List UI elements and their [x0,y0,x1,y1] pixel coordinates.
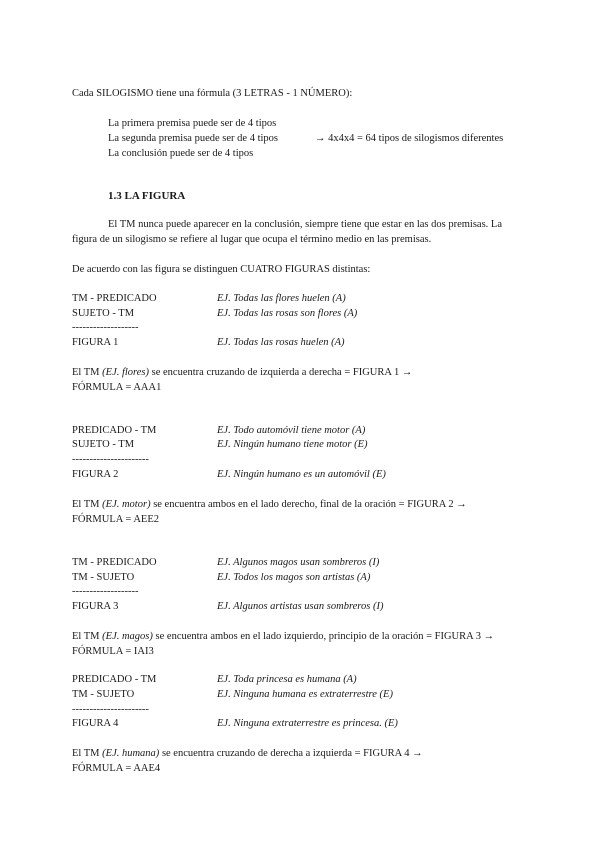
figure-2-conclusion-example: EJ. Ningún humano es un automóvil (E) [217,469,386,480]
figure-2-expl-post: se encuentra ambos en el lado derecho, final de la oración = FIGURA 2 → [150,499,467,510]
figure-4-divider: ---------------------- [72,704,149,715]
figure-3-explanation [72,630,494,644]
figure-2-row2-example: EJ. Ningún humano tiene motor (E) [217,439,368,450]
figure-3-formula: FÓRMULA = IAI3 [72,646,154,657]
figure-2-row1-example: EJ. Todo automóvil tiene motor (A) [217,425,366,436]
figure-2-expl-term: (EJ. motor) [102,499,151,510]
figure-2-row2-label: SUJETO - TM [72,439,135,450]
figure-3-conclusion-example: EJ. Algunos artistas usan sombreros (I) [217,601,384,612]
figure-1-expl-pre: El TM [72,367,103,378]
figure-4-name: FIGURA 4 [72,718,119,729]
figure-3-row1-label: TM - PREDICADO [72,557,157,568]
figure-2-formula: FÓRMULA = AEE2 [72,514,160,525]
figure-1-name: FIGURA 1 [72,337,119,348]
figure-4-conclusion-example: EJ. Ninguna extraterrestre es princesa. (E) [217,718,398,729]
figure-3-row2-label: TM - SUJETO [72,572,135,583]
figure-4-explanation [72,747,423,761]
figure-4-expl-term: (EJ. humana) [102,748,160,759]
premises-total-note: → 4x4x4 = 64 tipos de silogismos diferentes [315,133,504,144]
figure-4-expl-pre: El TM [72,748,103,759]
figure-2-name: FIGURA 2 [72,469,119,480]
figure-4-row2-example: EJ. Ninguna humana es extraterrestre (E) [217,689,393,700]
figure-1-explanation [72,366,412,380]
figure-1-row2-label: SUJETO - TM [72,308,135,319]
figure-1-expl-term: (EJ. flores) [102,367,150,378]
figure-4-row1-label: PREDICADO - TM [72,674,157,685]
figure-3-expl-term: (EJ. magos) [102,631,153,642]
figures-intro: De acuerdo con las figura se distinguen CUATRO FIGURAS distintas: [72,264,371,275]
figure-3-expl-pre: El TM [72,631,103,642]
figure-3-expl-post: se encuentra ambos en el lado izquierdo, principio de la oración = FIGURA 3 → [152,631,495,642]
figure-2-row1-label: PREDICADO - TM [72,425,157,436]
figure-3-name: FIGURA 3 [72,601,119,612]
figure-3-divider: ------------------- [72,586,139,597]
paragraph-line-2: figura de un silogismo se refiere al lugar que ocupa el término medio en las premisas. [72,234,432,245]
figure-4-formula: FÓRMULA = AAE4 [72,763,161,774]
figure-1-row2-example: EJ. Todas las rosas son flores (A) [217,308,358,319]
figure-1-formula: FÓRMULA = AAA1 [72,382,162,393]
premise-conclusion: La conclusión puede ser de 4 tipos [108,148,254,159]
figure-1-expl-post: se encuentra cruzando de izquierda a derecha = FIGURA 1 → [149,367,413,378]
figure-1-row1-label: TM - PREDICADO [72,293,157,304]
premise-second: La segunda premisa puede ser de 4 tipos [108,133,278,144]
section-heading: 1.3 LA FIGURA [108,190,186,202]
figure-4-row1-example: EJ. Toda princesa es humana (A) [217,674,357,685]
intro-line: Cada SILOGISMO tiene una fórmula (3 LETRAS - 1 NÚMERO): [72,88,353,99]
premise-first: La primera premisa puede ser de 4 tipos [108,118,277,129]
figure-1-conclusion-example: EJ. Todas las rosas huelen (A) [217,337,345,348]
figure-2-expl-pre: El TM [72,499,103,510]
figure-4-expl-post: se encuentra cruzando de derecha a izquierda = FIGURA 4 → [159,748,423,759]
figure-1-divider: ------------------- [72,322,139,333]
figure-2-explanation [72,498,467,512]
figure-3-row1-example: EJ. Algunos magos usan sombreros (I) [217,557,380,568]
figure-3-row2-example: EJ. Todos los magos son artistas (A) [217,572,371,583]
figure-2-divider: ---------------------- [72,454,149,465]
figure-4-row2-label: TM - SUJETO [72,689,135,700]
figure-1-row1-example: EJ. Todas las flores huelen (A) [217,293,346,304]
paragraph-line-1: El TM nunca puede aparecer en la conclusión, siempre tiene que estar en las dos premisas. La [108,219,502,230]
